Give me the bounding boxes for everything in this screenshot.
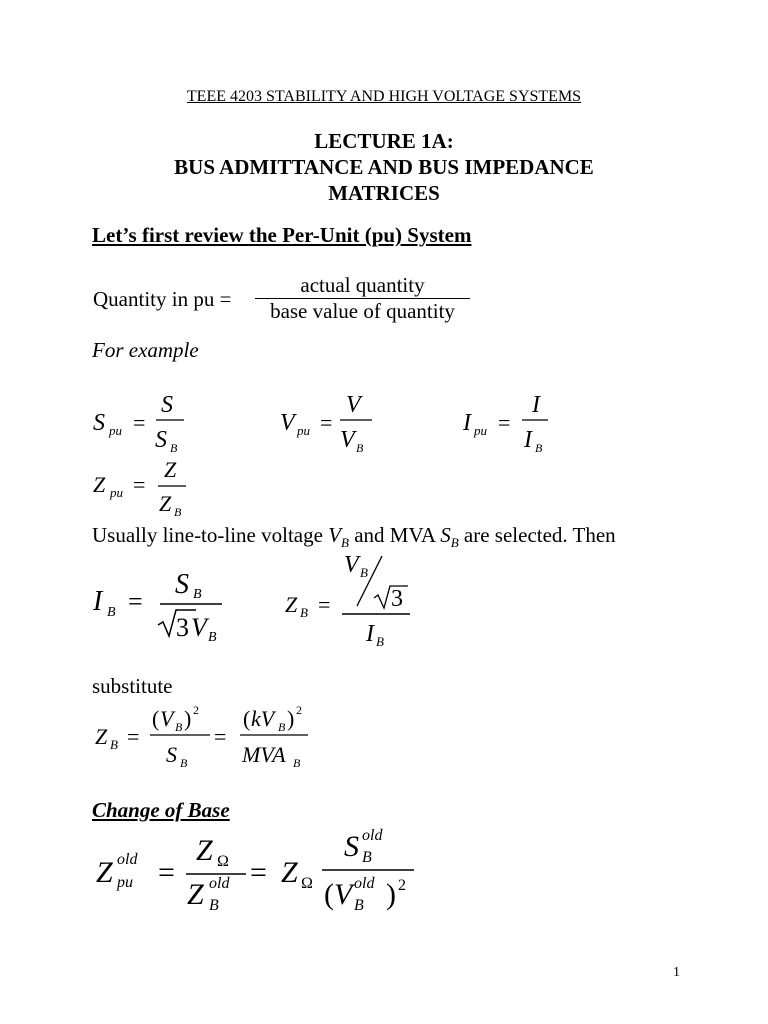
section-heading-change-of-base: Change of Base xyxy=(92,798,230,822)
svg-text:pu: pu xyxy=(474,423,487,438)
svg-text:=: = xyxy=(320,410,333,435)
svg-text:B: B xyxy=(107,605,116,620)
svg-text:I: I xyxy=(524,427,532,453)
svg-text:old: old xyxy=(117,851,138,868)
svg-text:S: S xyxy=(161,392,173,418)
svg-text:2: 2 xyxy=(296,703,302,717)
lecture-title-line-3: MATRICES xyxy=(328,181,440,205)
svg-text:old: old xyxy=(354,875,375,892)
lecture-title-line-2: BUS ADMITTANCE AND BUS IMPEDANCE xyxy=(174,155,594,179)
svg-text:3: 3 xyxy=(391,586,403,612)
svg-text:B: B xyxy=(174,505,182,519)
svg-text:S: S xyxy=(175,569,189,600)
svg-text:B: B xyxy=(170,441,178,455)
svg-text:I: I xyxy=(93,586,103,617)
svg-text:=: = xyxy=(133,472,146,497)
svg-text:Z: Z xyxy=(95,724,108,749)
svg-text:=: = xyxy=(127,724,140,749)
svg-text:Z: Z xyxy=(285,592,298,617)
svg-text:S: S xyxy=(155,427,167,453)
svg-text:B: B xyxy=(278,720,286,734)
svg-text:B: B xyxy=(362,849,372,866)
svg-text:=: = xyxy=(128,587,143,616)
svg-text:Z: Z xyxy=(281,856,298,889)
svg-text:B: B xyxy=(208,630,217,645)
svg-text:): ) xyxy=(386,878,396,911)
svg-text:B: B xyxy=(376,634,384,649)
svg-text:kV: kV xyxy=(251,706,275,731)
svg-text:I: I xyxy=(532,392,540,418)
svg-text:B: B xyxy=(360,565,368,580)
svg-text:B: B xyxy=(356,441,364,455)
svg-text:I: I xyxy=(463,410,471,436)
course-title: TEEE 4203 STABILITY AND HIGH VOLTAGE SYSTEMS xyxy=(186,88,582,105)
svg-text:S: S xyxy=(93,410,105,436)
svg-text:MVA: MVA xyxy=(242,742,286,767)
svg-text:V: V xyxy=(280,410,295,436)
fraction-denominator: base value of quantity xyxy=(270,299,455,323)
svg-text:Ω: Ω xyxy=(301,875,313,892)
equation-fraction xyxy=(255,273,470,324)
base-current-impedance-formulas xyxy=(0,548,768,658)
section-heading-per-unit: Let’s first review the Per-Unit (pu) System xyxy=(92,223,472,247)
svg-text:3: 3 xyxy=(176,613,189,642)
fraction-numerator: actual quantity xyxy=(300,273,425,297)
svg-text:Z: Z xyxy=(159,491,172,516)
svg-text:=: = xyxy=(133,410,146,435)
for-example-label: For example xyxy=(92,338,199,362)
svg-text:(: ( xyxy=(324,878,334,911)
svg-text:B: B xyxy=(180,756,188,770)
base-impedance-substitution xyxy=(0,696,768,776)
svg-text:=: = xyxy=(214,724,227,749)
lecture-title-line-1: LECTURE 1A: xyxy=(314,129,454,153)
svg-text:Z: Z xyxy=(93,472,106,497)
svg-text:): ) xyxy=(184,706,192,731)
svg-text:V: V xyxy=(344,552,359,578)
svg-text:pu: pu xyxy=(117,874,133,891)
svg-text:=: = xyxy=(318,592,331,617)
svg-text:V: V xyxy=(340,427,355,453)
svg-text:Z: Z xyxy=(96,856,113,889)
svg-text:pu: pu xyxy=(109,423,122,438)
svg-text:2: 2 xyxy=(398,877,406,894)
svg-text:): ) xyxy=(287,706,295,731)
svg-text:S: S xyxy=(344,830,359,863)
svg-text:V: V xyxy=(346,392,361,418)
svg-text:B: B xyxy=(193,587,202,602)
svg-text:=: = xyxy=(498,410,511,435)
svg-text:=: = xyxy=(250,856,267,889)
per-unit-formulas xyxy=(0,380,768,520)
svg-text:V: V xyxy=(191,613,207,642)
svg-text:B: B xyxy=(209,897,219,914)
svg-text:Z: Z xyxy=(196,834,213,867)
svg-text:pu: pu xyxy=(297,423,310,438)
svg-text:old: old xyxy=(362,827,383,844)
change-of-base-formula xyxy=(0,824,768,924)
svg-text:pu: pu xyxy=(110,485,123,500)
svg-text:V: V xyxy=(160,706,174,731)
svg-text:V: V xyxy=(334,878,353,911)
svg-text:B: B xyxy=(110,737,118,752)
svg-text:old: old xyxy=(209,875,230,892)
svg-text:=: = xyxy=(158,856,175,889)
svg-text:S: S xyxy=(166,742,177,767)
svg-text:I: I xyxy=(366,621,374,647)
svg-text:B: B xyxy=(175,720,183,734)
page-number: 1 xyxy=(673,965,680,980)
svg-text:Z: Z xyxy=(187,878,204,911)
svg-text:(: ( xyxy=(152,706,160,731)
substitute-label: substitute xyxy=(92,674,173,698)
svg-text:B: B xyxy=(300,605,308,620)
svg-text:(: ( xyxy=(243,706,251,731)
svg-text:2: 2 xyxy=(193,703,199,717)
svg-text:B: B xyxy=(354,897,364,914)
equation-lhs: Quantity in pu = xyxy=(93,287,232,311)
svg-text:Ω: Ω xyxy=(217,853,229,870)
usually-sentence: Usually line-to-line voltage $V_B$ and MVA $S_B$ are selected. Then xyxy=(92,523,616,551)
svg-text:B: B xyxy=(535,441,543,455)
svg-text:B: B xyxy=(293,756,301,770)
svg-text:Z: Z xyxy=(164,457,177,482)
